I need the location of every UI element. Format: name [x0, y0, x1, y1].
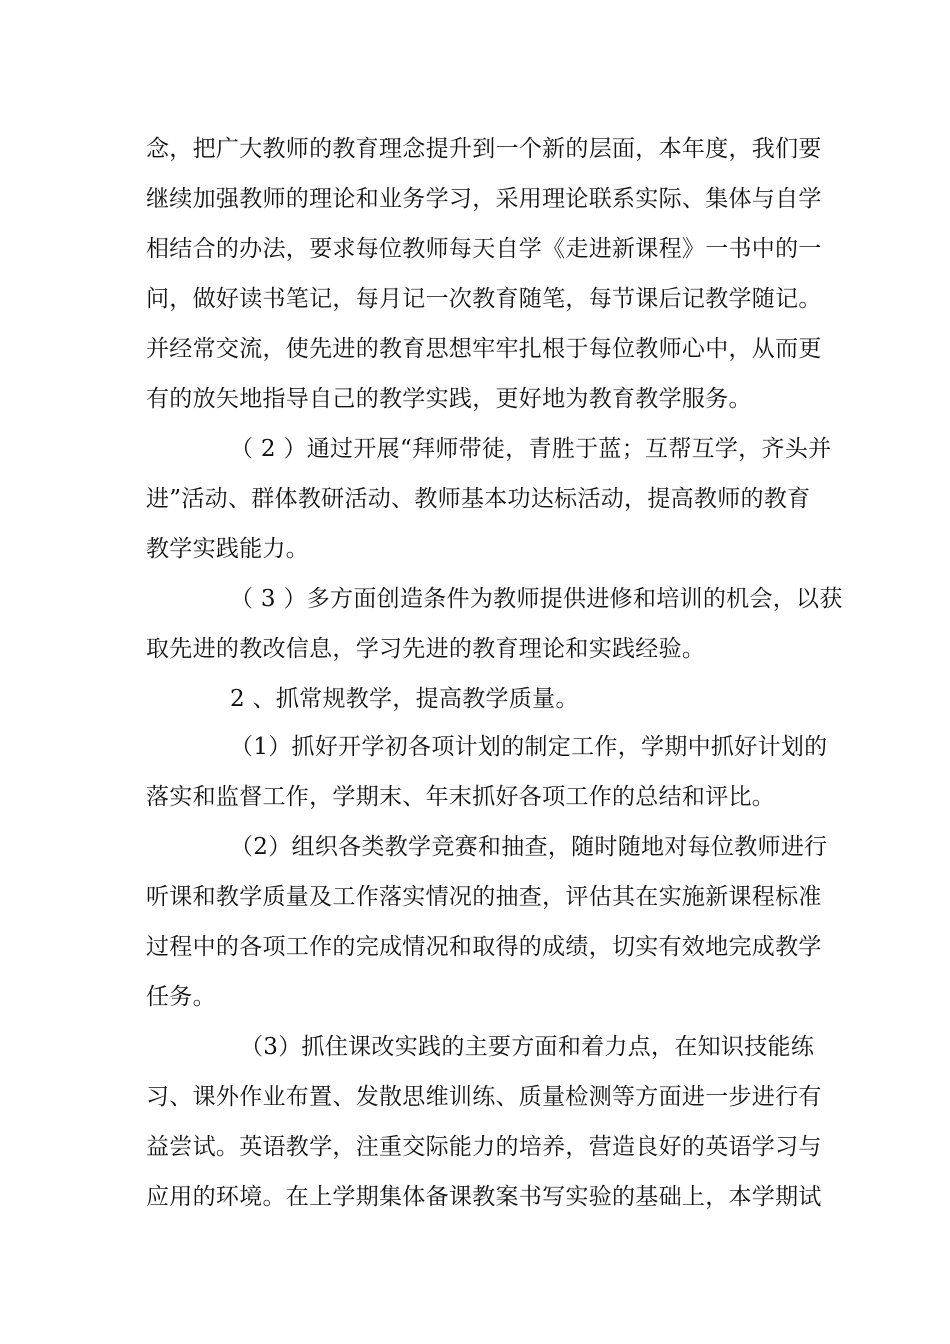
- text-line: 听课和教学质量及工作落实情况的抽查，评估其在实施新课程标准: [146, 884, 822, 910]
- text-line: （2）组织各类教学竞赛和抽查，随时随地对每位教师进行: [230, 834, 828, 860]
- text-line: 进”活动、群体教研活动、教师基本功达标活动，提高教师的教育: [146, 486, 811, 512]
- text-line: 2 、抓常规教学，提高教学质量。: [230, 686, 579, 712]
- text-line: 教学实践能力。: [146, 536, 310, 562]
- text-line: 过程中的各项工作的完成情况和取得的成绩，切实有效地完成教学: [146, 934, 822, 960]
- text-line: 益尝试。英语教学，注重交际能力的培养，营造良好的英语学习与: [146, 1134, 822, 1160]
- text-line: 继续加强教师的理论和业务学习，采用理论联系实际、集体与自学: [146, 186, 822, 212]
- text-line: 任务。: [146, 984, 216, 1010]
- text-line: （3）抓住课改实践的主要方面和着力点，在知识技能练: [240, 1034, 815, 1060]
- text-line: 习、课外作业布置、发散思维训练、质量检测等方面进一步进行有: [146, 1084, 822, 1110]
- text-line: 落实和监督工作，学期末、年末抓好各项工作的总结和评比。: [146, 784, 776, 810]
- text-line: （1）抓好开学初各项计划的制定工作，学期中抓好计划的: [230, 734, 828, 760]
- text-line: 取先进的教改信息，学习先进的教育理论和实践经验。: [146, 636, 706, 662]
- text-line: 念，把广大教师的教育理念提升到一个新的层面，本年度，我们要: [146, 136, 822, 162]
- text-line: （ 2 ）通过开展“拜师带徒，青胜于蓝；互帮互学，齐头并: [230, 436, 832, 462]
- text-line: 并经常交流，使先进的教育思想牢牢扎根于每位教师心中，从而更: [146, 336, 822, 362]
- text-line: 应用的环境。在上学期集体备课教案书写实验的基础上，本学期试: [146, 1184, 822, 1210]
- text-line: 问，做好读书笔记，每月记一次教育随笔，每节课后记教学随记。: [146, 286, 822, 312]
- text-line: 有的放矢地指导自己的教学实践，更好地为教育教学服务。: [146, 386, 752, 412]
- text-line: 相结合的办法，要求每位教师每天自学《走进新课程》一书中的一: [146, 236, 822, 262]
- text-line: （ 3 ）多方面创造条件为教师提供进修和培训的机会，以获: [230, 586, 843, 612]
